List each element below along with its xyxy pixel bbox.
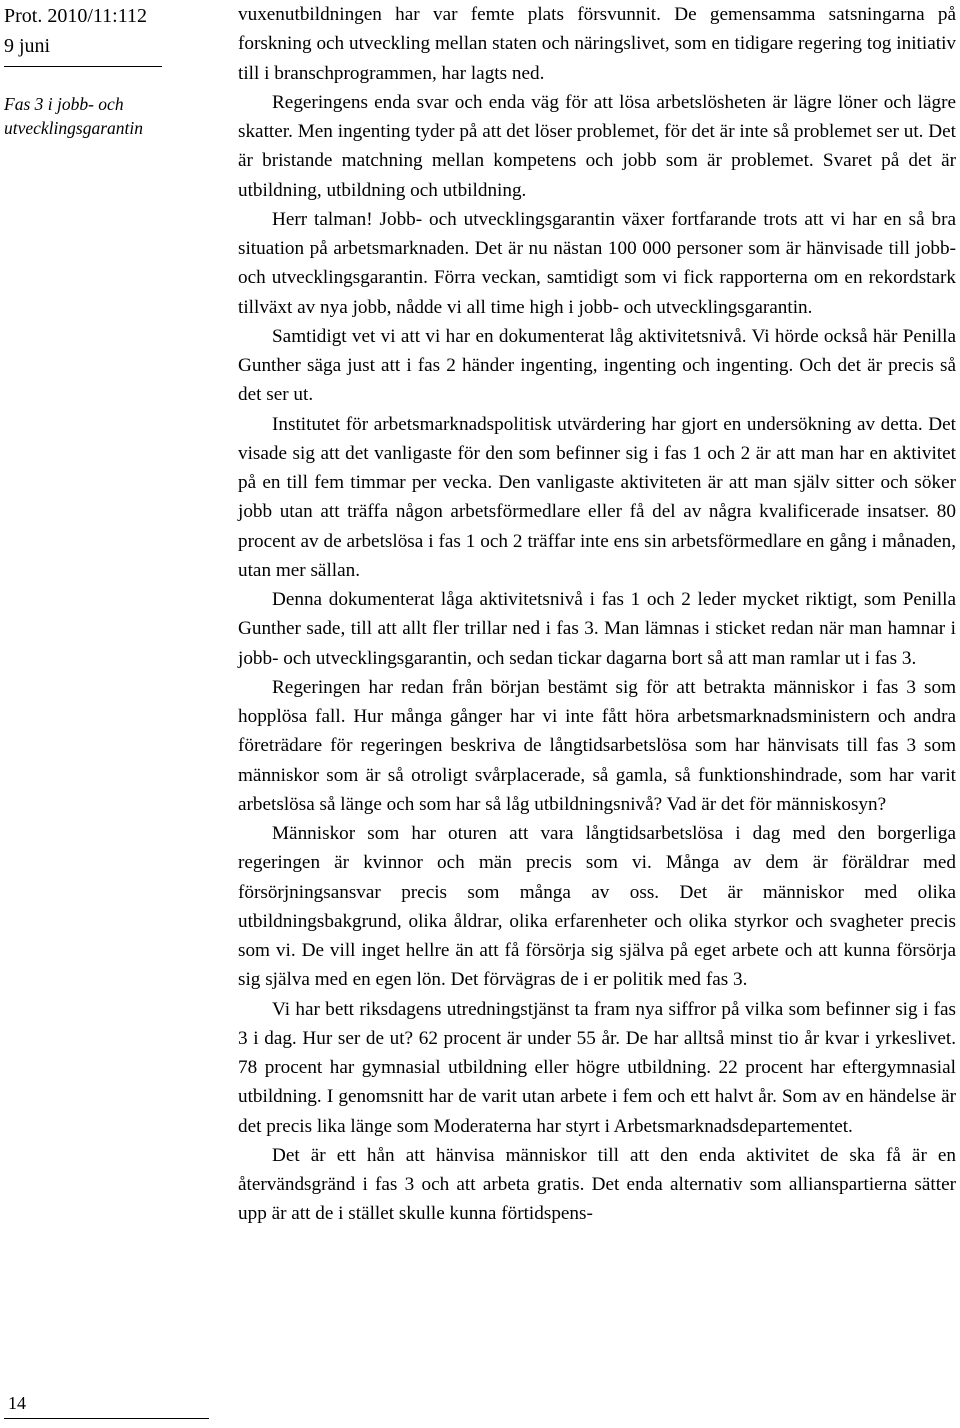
- header-rule: [4, 66, 162, 67]
- paragraph: Herr talman! Jobb- och utvecklingsgarantin växer fortfarande trots att vi har en så bra situation på arbetsmarknaden. Det är nu nästan 100 000 personer som är hänvisade till jobb- och utvecklingsgarantin. Förra veckan, samtidigt som vi fick rapporterna om en rekordstark tillväxt av nya jobb, nådde vi all time high i jobb- och utvecklingsgarantin.: [238, 208, 956, 318]
- paragraph: vuxenutbildningen har var femte plats försvunnit. De gemensamma satsningarna på forskning och utveckling mellan staten och näringslivet, som en tidigare regering tog initiativ till i branschprogrammen, har lagts ned.: [238, 4, 956, 84]
- footer-rule: [4, 1418, 209, 1419]
- margin-sidebar: [0, 0, 215, 1428]
- paragraph: Regeringens enda svar och enda väg för att lösa arbetslösheten är lägre löner och lägre skatter. Men ingenting tyder på att det löser problemet, för det är inte så problemet ser ut. Det är bristande matchning mellan kompetens och jobb som är problemet. Svaret på det är utbildning, utbildning och utbildning.: [238, 91, 956, 201]
- topic-heading: Fas 3 i jobb- och utvecklingsgarantin: [4, 94, 144, 138]
- paragraph: Det är ett hån att hänvisa människor till att den enda aktivitet de ska få är en återvändsgränd i fas 3 och att arbeta gratis. Det enda alternativ som allianspartierna sätter upp är att de i stället skulle kunna förtidspens-: [238, 1144, 956, 1225]
- paragraph: Människor som har oturen att vara långtidsarbetslösa i dag med den borgerliga regeringen är kvinnor och män precis som vi. Många av dem är föräldrar med försörjningsansvar precis som många av oss. Det är människor med olika utbildningsbakgrund, olika åldrar, olika erfarenheter och olika styrkor och svagheter precis som vi. De vill inget hellre än att få försörja sig själva på eget arbete och att kunna försörja sig själva med en egen lön. Det förvägras de i er politik med fas 3.: [238, 823, 956, 991]
- paragraph: Denna dokumenterat låga aktivitetsnivå i fas 1 och 2 leder mycket riktigt, som Penilla Gunther sade, till att allt fler trillar ned i fas 3. Man lämnas i sticket redan när man hamnar i jobb- och utvecklingsgarantin, och sedan tickar dagarna bort så att man ramlar ut i fas 3.: [238, 589, 956, 669]
- speech-text: [238, 0, 956, 1229]
- paragraph: Institutet för arbetsmarknadspolitisk utvärdering har gjort en undersökning av detta. Det visade sig att det vanligaste för den som befinner sig i fas 1 och 2 är att man har en aktivitet på en till fem timmar per vecka. Den vanligaste aktiviteten är att man själv sitter och söker jobb utan att träffa någon arbetsförmedlare eller få del av några kvalificerade insatser. 80 procent av de arbetslösa i fas 1 och 2 träffar inte ens sin arbetsförmedlare en gång i månaden, utan mer sällan.: [238, 413, 956, 581]
- protocol-number: Prot. 2010/11:112: [4, 5, 147, 27]
- page-number: 14: [8, 1393, 26, 1413]
- paragraph: Vi har bett riksdagens utredningstjänst ta fram nya siffror på vilka som befinner sig i fas 3 i dag. Hur ser de ut? 62 procent är under 55 år. De har alltså minst tio år kvar i yrkeslivet. 78 procent har gymnasial utbildning eller högre utbildning. 22 procent har eftergymnasial utbildning. I genomsnitt har de varit utan arbete i fem och ett halvt år. Som av en händelse är det precis lika länge som Moderaterna har styrt i Arbetsmarknadsdepartementet.: [238, 998, 956, 1137]
- session-date: 9 juni: [4, 35, 51, 57]
- paragraph: Samtidigt vet vi att vi har en dokumenterat låg aktivitetsnivå. Vi hörde också här Penilla Gunther säga just att i fas 2 händer ingenting, ingenting och ingenting. Och det är precis så det ser ut.: [238, 325, 956, 406]
- paragraph: Regeringen har redan från början bestämt sig för att betrakta människor i fas 3 som hopplösa fall. Hur många gånger har vi inte fått höra arbetsmarknadsministern och andra företrädare för regeringen beskriva de långtidsarbetslösa som har hänvisats till fas 3 som människor som är så otroligt svårplacerade, så gamla, så funktionshindrade, som har varit arbetslösa så länge och som har så låg utbildningsnivå? Vad är det för människosyn?: [238, 676, 956, 815]
